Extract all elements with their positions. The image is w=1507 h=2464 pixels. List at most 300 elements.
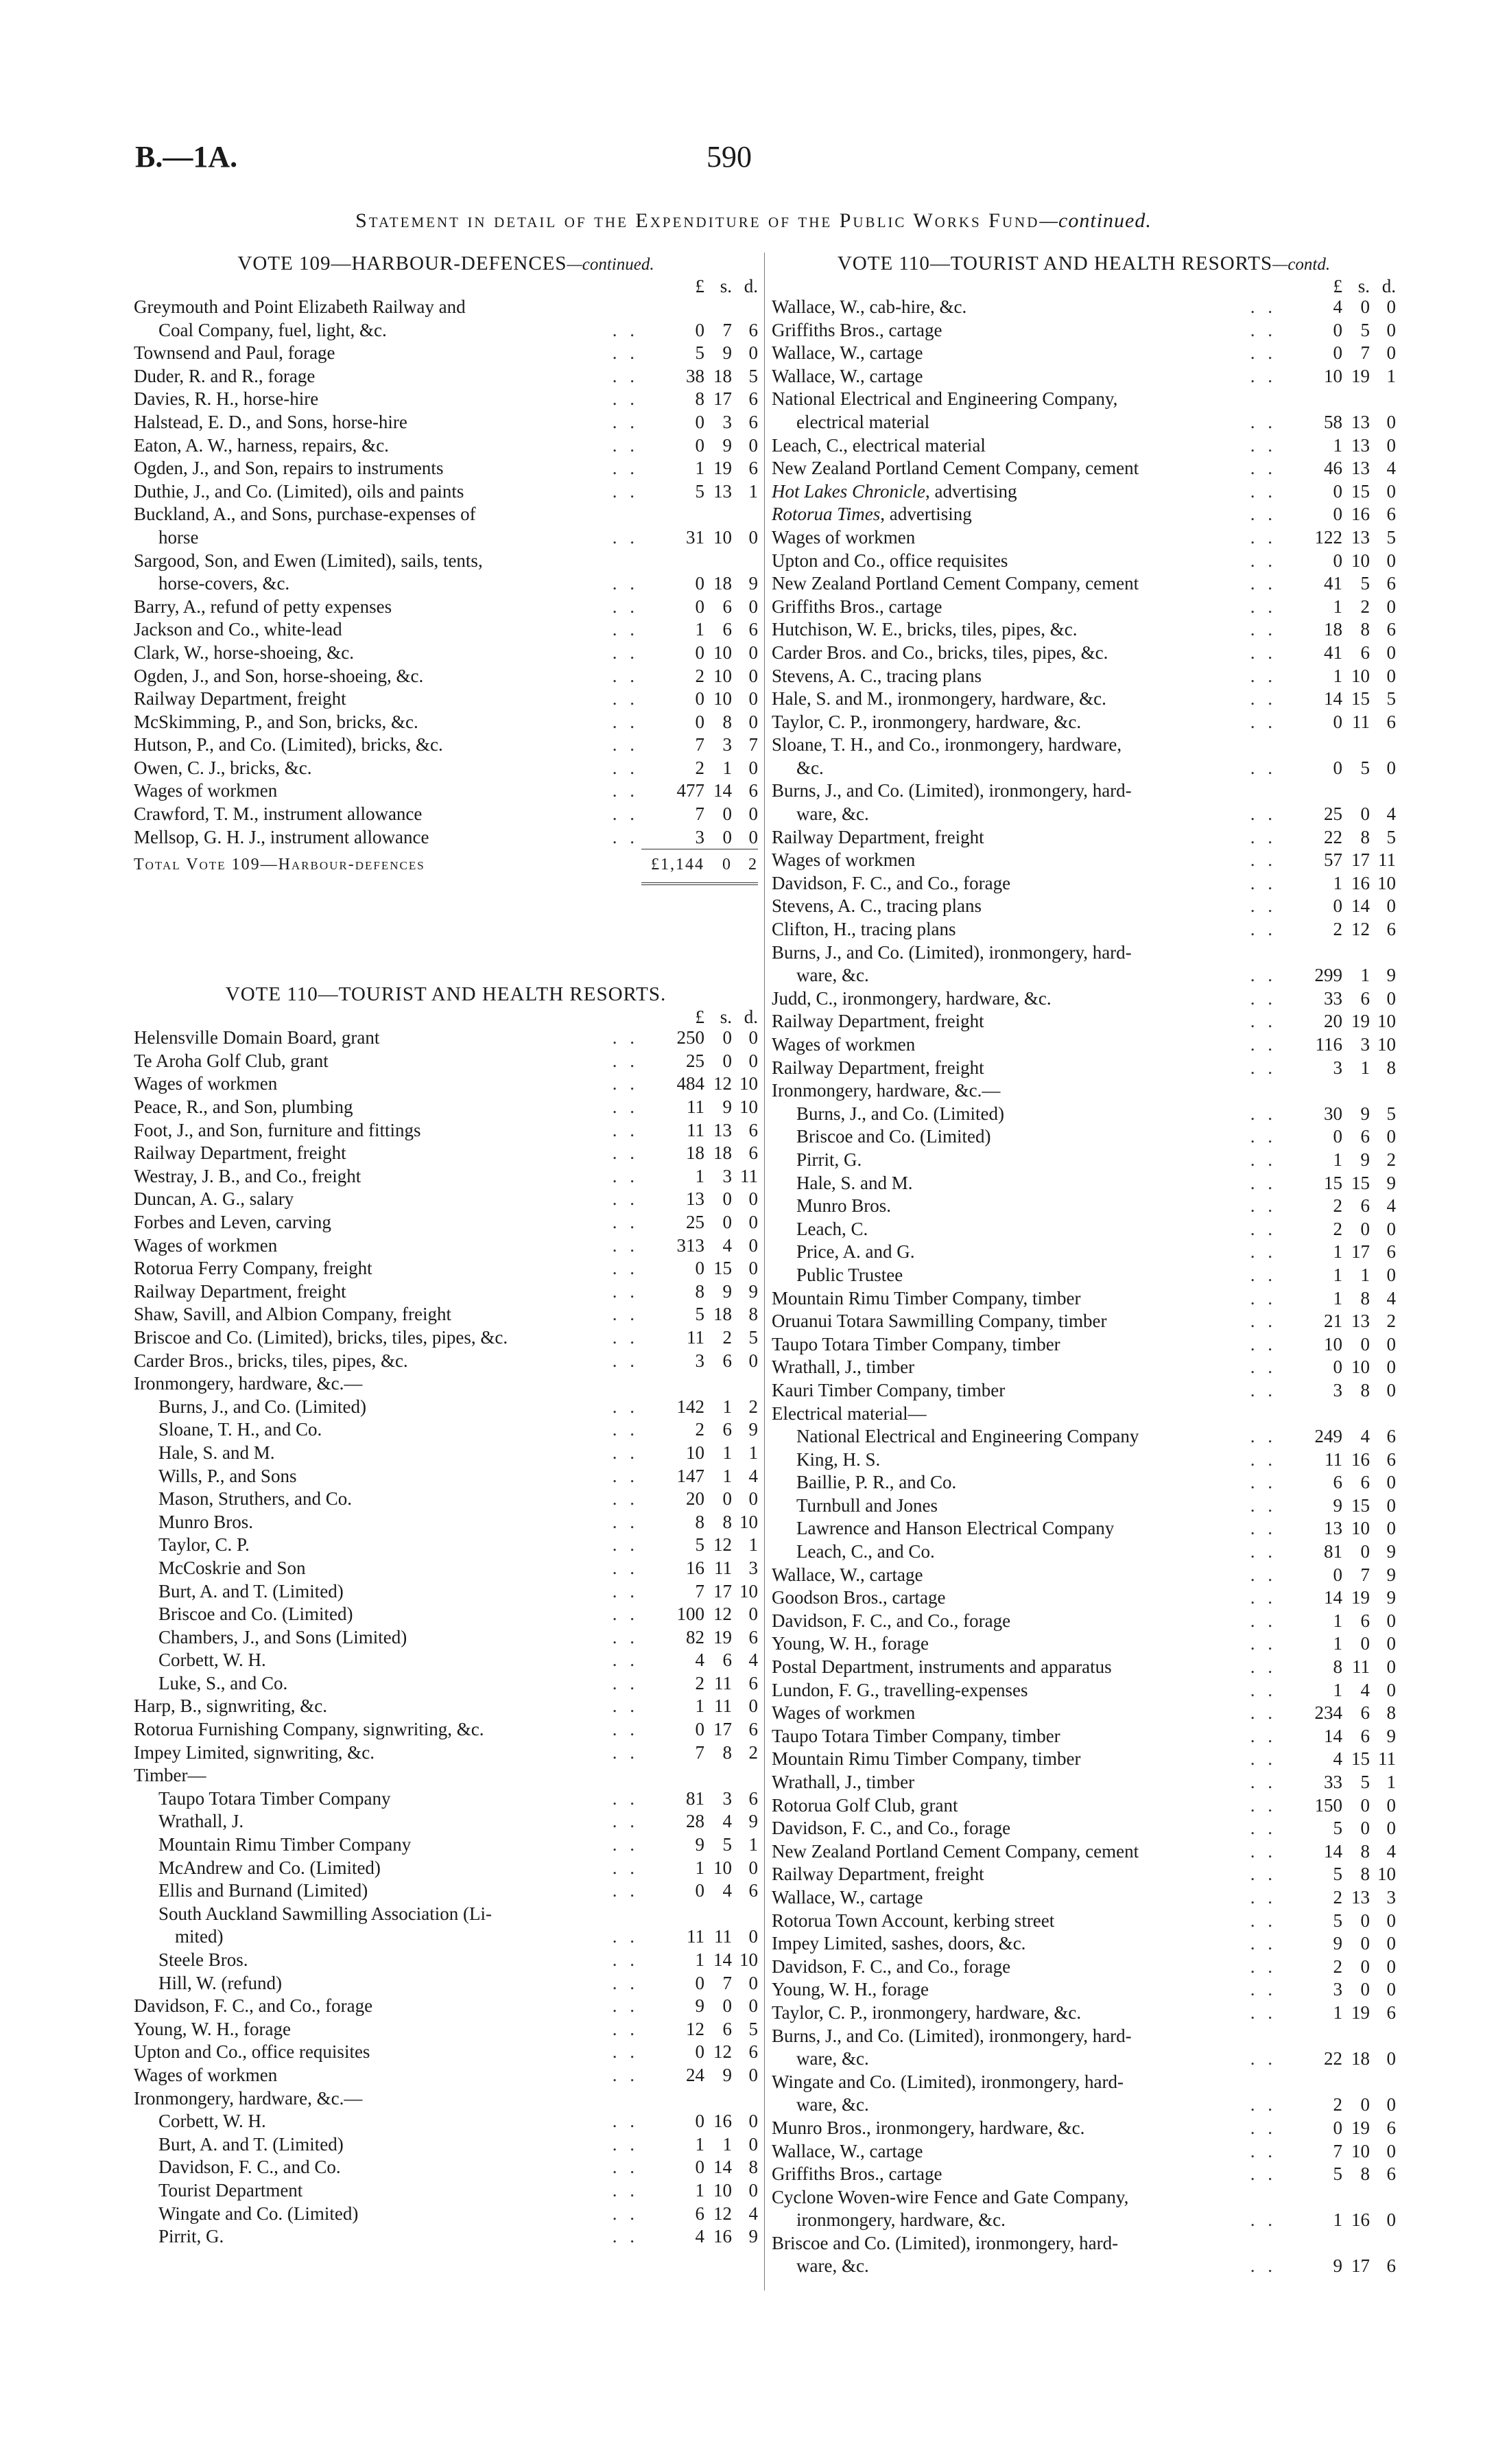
ledger-row [772,1379,1396,1403]
ledger-row [134,2203,758,2226]
leader-dots: . . [610,2041,639,2064]
ledger-description-text: Taupo Totara Timber Company, timber [772,1725,1060,1746]
amount-pounds: 0 [695,411,704,432]
amount-shillings: 8 [1360,1864,1370,1885]
amount-shillings: 13 [713,1119,732,1140]
ledger-description [772,688,1279,711]
leader-dots: . . [1248,803,1277,826]
ledger-row [134,296,758,319]
leader-dots: . . [1248,2048,1277,2071]
ledger-description [772,2163,1279,2186]
amount-shillings: 19 [713,1626,732,1647]
ledger-amount [1279,987,1396,1011]
ledger-description-text: Mountain Rimu Timber Company [158,1834,412,1855]
amount-pence: 6 [1386,919,1396,940]
ledger-row [772,2071,1396,2094]
amount-pounds: 41 [1324,642,1342,663]
ledger-amount [641,779,758,803]
ledger-amount [641,688,758,711]
ledger-description [134,526,641,550]
ledger-amount [1279,1817,1396,1840]
ledger-description [772,2255,1279,2278]
ledger-description [134,1026,641,1050]
ledger-description [772,918,1279,941]
amount-shillings: 19 [713,458,732,479]
amount-pounds: 7 [1333,2140,1342,2161]
leader-dots: . . [1248,1840,1277,1864]
ledger-amount [1279,2048,1396,2071]
ledger-description [772,2117,1279,2140]
ledger-amount [641,1580,758,1604]
ledger-row [772,1586,1396,1610]
ledger-amount [641,1534,758,1557]
ledger-description-text: Railway Department, freight [772,826,984,847]
amount-pence: 0 [1386,1518,1396,1539]
amount-pounds: 477 [676,780,704,801]
total-shillings: 0 [722,856,732,874]
ledger-row [772,2093,1396,2117]
amount-shillings: 5 [1360,573,1370,594]
amount-shillings: 13 [713,480,732,502]
leader-dots: . . [1248,964,1277,987]
amount-pence: 6 [1386,2002,1396,2023]
amount-shillings: 17 [713,388,732,410]
ledger-description-text: Rotorua Town Account, kerbing street [772,1910,1055,1931]
ledger-description-text: Young, W. H., forage [134,2018,292,2039]
ledger-amount [641,1603,758,1626]
ledger-row [134,319,758,342]
amount-shillings: 18 [713,365,732,386]
ledger-description [134,1857,641,1880]
amount-shillings: 6 [1360,987,1370,1009]
amount-pence: 0 [1386,1818,1396,1839]
amount-shillings: 0 [1360,296,1370,317]
leader-dots: . . [610,1326,639,1350]
ledger-row [134,365,758,388]
amount-pence: 6 [748,1626,758,1647]
amount-pence: 0 [748,2111,758,2132]
ledger-amount [641,1741,758,1765]
amount-shillings: 0 [722,1212,732,1232]
ledger-description-text: Stevens, A. C., tracing plans [772,895,982,917]
amount-pence: 0 [748,826,758,847]
amount-shillings: 10 [713,526,732,548]
leader-dots: . . [1248,480,1277,504]
ledger-description [134,1465,641,1488]
leader-dots: . . [610,1787,639,1811]
ledger-amount [641,2064,758,2087]
vote110-contd-list [772,296,1396,2278]
leader-dots: . . [610,1626,639,1650]
ledger-amount [641,1465,758,1488]
ledger-row [134,1580,758,1604]
amount-shillings: 18 [713,1142,732,1164]
ledger-row [134,1741,758,1765]
amount-pence: 4 [748,1650,758,1671]
amount-shillings: 11 [714,1696,732,1717]
amount-shillings: 16 [713,2226,732,2247]
amount-pence: 3 [748,1557,758,1578]
ledger-description-text: Postal Department, instruments and apparatus [772,1656,1112,1678]
ledger-row [772,826,1396,849]
ledger-row [772,2163,1396,2186]
leader-dots: . . [1248,1702,1277,1725]
ledger-amount [1279,342,1396,365]
amount-shillings: 19 [1351,2002,1370,2023]
ledger-description [772,665,1279,688]
ledger-amount [1279,1956,1396,1979]
page-number: 590 [707,140,752,174]
ledger-description [134,1557,641,1580]
amount-pence: 10 [1377,1034,1396,1055]
ledger-amount [1279,2117,1396,2140]
ledger-description-text: Wallace, W., cartage [772,2140,923,2161]
ledger-row [772,1886,1396,1910]
amount-pounds: 4 [695,1650,704,1671]
amount-pence: 0 [1386,2140,1396,2161]
amount-pence: 1 [748,1834,758,1855]
ledger-row [772,757,1396,780]
leader-dots: . . [1248,1287,1277,1311]
amount-pounds: 14 [1324,1587,1342,1608]
ledger-description [772,411,1279,434]
ledger-description-text: Te Aroha Golf Club, grant [134,1050,329,1071]
leader-dots: . . [610,1050,639,1073]
amount-pounds: 9 [1333,2255,1342,2277]
amount-shillings: 8 [1360,2163,1370,2185]
ledger-row [134,1142,758,1165]
leader-dots: . . [1248,1656,1277,1679]
ledger-description [134,1396,641,1419]
amount-pounds: 0 [1333,504,1342,525]
amount-pounds: 0 [1333,342,1342,364]
ledger-row [772,1125,1396,1149]
amount-pounds: 0 [695,596,704,617]
ledger-description-text: Briscoe and Co. (Limited) [796,1126,991,1147]
amount-shillings: 6 [722,1650,732,1671]
ledger-row [772,2117,1396,2140]
amount-shillings: 6 [1360,1610,1370,1631]
leader-dots: . . [1248,1033,1277,1057]
ledger-row [134,1718,758,1741]
leader-dots: . . [1248,1379,1277,1403]
amount-pence: 0 [748,1972,758,1993]
leader-dots: . . [610,642,639,665]
amount-pounds: 1 [1333,1679,1342,1700]
amount-pence: 6 [748,1719,758,1740]
amount-pence: 8 [748,2157,758,2178]
amount-pounds: 1 [695,1696,704,1717]
amount-pence: 6 [748,411,758,432]
amount-shillings: 0 [722,1995,732,2017]
ledger-row [134,734,758,757]
amount-shillings: 3 [722,1787,732,1809]
ledger-amount [641,1396,758,1419]
leader-dots: . . [610,388,639,411]
ledger-description [134,1257,641,1280]
amount-shillings: 6 [1360,1195,1370,1217]
ledger-row [772,1287,1396,1311]
amount-pounds: 0 [695,1972,704,1993]
total-pounds: £1,144 [651,856,704,874]
amount-pence: 10 [739,1073,758,1094]
leader-dots: . . [1248,1956,1277,1979]
amount-pence: 0 [1386,2048,1396,2069]
ledger-description-text: McCoskrie and Son [158,1557,306,1578]
ledger-description-text: Wages of workmen [772,1702,916,1724]
ledger-amount [1279,1195,1396,1218]
ledger-row [134,1165,758,1188]
ledger-row [134,1695,758,1718]
amount-pence: 9 [1386,1725,1396,1746]
amount-shillings: 9 [722,434,732,456]
ledger-description-text: Davies, R. H., horse-hire [134,388,319,410]
ledger-description [772,1471,1279,1494]
ledger-description [772,2071,1279,2094]
ledger-amount [641,319,758,342]
ledger-amount [1279,964,1396,987]
ledger-row [772,1010,1396,1033]
ledger-amount [1279,1517,1396,1540]
ledger-description-text: Cyclone Woven-wire Fence and Gate Company, [772,2186,1129,2207]
ledger-amount [1279,1379,1396,1403]
ledger-description [134,1119,641,1142]
amount-shillings: 10 [713,665,732,686]
amount-pence: 0 [1386,1633,1396,1654]
ledger-description [772,1540,1279,1564]
ledger-description [134,434,641,458]
ledger-description-text: Railway Department, freight [772,1864,984,1885]
leader-dots: . . [1248,1010,1277,1033]
ledger-description-text: Electrical material— [772,1403,927,1424]
amount-shillings: 6 [1360,1472,1370,1493]
ledger-description-text: Burns, J., and Co. (Limited), ironmongery, hard- [772,941,1132,963]
amount-pounds: 2 [1333,1195,1342,1217]
amount-pounds: 0 [695,2111,704,2132]
leader-dots: . . [1248,2209,1277,2232]
leader-dots: . . [1248,1172,1277,1195]
amount-shillings: 8 [1360,1287,1370,1309]
amount-pence: 0 [1386,1333,1396,1354]
ledger-row [134,1488,758,1511]
ledger-description-text: National Electrical and Engineering Company [796,1426,1139,1447]
amount-pounds: 58 [1324,411,1342,432]
amount-pounds: 1 [1333,1287,1342,1309]
amount-pence: 4 [1386,803,1396,825]
ledger-row [134,1925,758,1949]
amount-pence: 0 [748,2133,758,2155]
ledger-description [134,457,641,480]
ledger-amount [641,757,758,780]
amount-pounds: 81 [1324,1541,1342,1562]
amount-pence: 0 [1386,434,1396,456]
ledger-amount [1279,1033,1396,1057]
ledger-description [134,1534,641,1557]
ledger-row [772,1656,1396,1679]
amount-pounds: 150 [1314,1794,1342,1816]
amount-pence: 0 [1386,1933,1396,1954]
ledger-row [772,1748,1396,1771]
ledger-description-text: Turnbull and Jones [796,1494,938,1516]
document-code: B.—1A. [135,140,238,174]
ledger-description [772,1956,1279,1979]
ledger-description [134,503,641,526]
ledger-description-text: Griffiths Bros., cartage [772,319,942,340]
ledger-amount [641,1810,758,1833]
ledger-amount [641,1050,758,1073]
leader-dots: . . [610,1188,639,1211]
leader-dots: . . [610,1234,639,1258]
amount-pence: 9 [1386,965,1396,986]
amount-pounds: 9 [695,1834,704,1855]
ledger-description [772,872,1279,895]
ledger-row [772,987,1396,1011]
amount-shillings: 10 [713,2179,732,2201]
amount-shillings: 10 [1351,2140,1370,2161]
ledger-description [772,1656,1279,1679]
amount-pounds: 0 [695,1719,704,1740]
ledger-row [772,2232,1396,2255]
amount-pounds: 1 [1333,1610,1342,1631]
amount-pounds: 33 [1324,987,1342,1009]
ledger-row [772,319,1396,342]
leader-dots: . . [1248,1794,1277,1818]
leader-dots: . . [1248,757,1277,780]
leader-dots: . . [1248,1978,1277,2002]
ledger-row [134,388,758,411]
ledger-amount [1279,895,1396,918]
leader-dots: . . [610,2064,639,2087]
ledger-amount [1279,826,1396,849]
ledger-description-text: Wages of workmen [772,526,916,548]
ledger-description-text: Upton and Co., office requisites [772,550,1008,571]
amount-shillings: 17 [713,1719,732,1740]
ledger-description-text: Hutchison, W. E., bricks, tiles, pipes, &c. [772,619,1078,640]
vote109-list [134,296,758,849]
ledger-amount [1279,618,1396,642]
statement-title [0,209,1507,233]
ledger-row [134,2041,758,2064]
leader-dots: . . [1248,1679,1277,1702]
ledger-description [772,572,1279,596]
ledger-description-text: Pirrit, G. [796,1149,862,1170]
amount-pounds: 12 [686,2018,704,2039]
amount-shillings: 0 [1360,1910,1370,1931]
ledger-description-text: McAndrew and Co. (Limited) [158,1857,381,1878]
ledger-description [772,1264,1279,1287]
amount-pounds: 0 [1333,319,1342,340]
amount-pence: 0 [748,1926,758,1947]
ledger-amount [1279,642,1396,665]
ledger-amount [1279,757,1396,780]
amount-shillings: 13 [1351,458,1370,479]
amount-pounds: 1 [695,1165,704,1186]
amount-shillings: 6 [1360,1126,1370,1147]
ledger-amount [1279,872,1396,895]
amount-pounds: 3 [1333,1379,1342,1400]
amount-shillings: 14 [713,1949,732,1970]
vote109-title-text: VOTE 109—HARBOUR-DEFENCES [237,253,567,274]
amount-shillings: 0 [722,1050,732,1071]
amount-pounds: 1 [1333,872,1342,893]
ledger-description-text: mited) [175,1926,224,1947]
amount-pence: 6 [748,780,758,801]
ledger-amount [641,2041,758,2064]
ledger-row [772,941,1396,965]
amount-shillings: 10 [1351,1357,1370,1378]
leader-dots: . . [610,1949,639,1972]
ledger-row [134,757,758,780]
amount-pence: 6 [1386,2255,1396,2277]
ledger-description [134,1580,641,1604]
leader-dots: . . [610,1695,639,1718]
amount-pence: 0 [1386,1494,1396,1516]
ledger-description-text: Upton and Co., office requisites [134,2041,370,2063]
amount-pence: 0 [748,434,758,456]
amount-shillings: 8 [722,711,732,732]
amount-pence: 0 [748,1027,758,1048]
ledger-description [134,1879,641,1903]
ledger-amount [641,388,758,411]
ledger-description [772,941,1279,965]
ledger-row [134,1810,758,1833]
leader-dots: . . [610,779,639,803]
ledger-description-text: Harp, B., signwriting, &c. [134,1696,327,1717]
ledger-description-text: Stevens, A. C., tracing plans [772,665,982,686]
leader-dots: . . [1248,918,1277,941]
ledger-description-text: Coal Company, fuel, light, &c. [158,319,387,340]
ledger-description [134,1626,641,1650]
amount-pence: 0 [1386,342,1396,364]
ledger-description-text: Baillie, P. R., and Co. [796,1472,957,1493]
amount-pounds: 4 [1333,1748,1342,1770]
ledger-description-text: Railway Department, freight [772,1057,984,1078]
leader-dots: . . [610,618,639,642]
ledger-description [134,480,641,504]
currency-pounds: £ [695,276,704,296]
leader-dots: . . [610,1072,639,1096]
amount-shillings: 6 [722,1419,732,1440]
leader-dots: . . [610,1165,639,1188]
amount-pence: 0 [748,803,758,825]
amount-pounds: 21 [1324,1311,1342,1332]
ledger-row [772,1725,1396,1748]
ledger-description-text: Sloane, T. H., and Co. [158,1419,322,1440]
ledger-description-text: Wallace, W., cartage [772,342,923,364]
amount-pence: 6 [748,388,758,410]
amount-pence: 6 [1386,504,1396,525]
amount-pounds: 28 [686,1811,704,1832]
ledger-amount [641,2203,758,2226]
leader-dots: . . [1248,1195,1277,1218]
leader-dots: . . [610,596,639,619]
amount-pence: 6 [748,619,758,640]
ledger-row [134,1972,758,1995]
ledger-row [134,1372,758,1396]
ledger-row [772,1333,1396,1357]
ledger-amount [641,572,758,596]
ledger-description [134,1718,641,1741]
ledger-amount [1279,1725,1396,1748]
ledger-amount [641,1488,758,1511]
ledger-description-text: Rotorua Golf Club, grant [772,1794,958,1816]
ledger-row [134,1557,758,1580]
ledger-amount [641,1165,758,1188]
amount-shillings: 0 [1360,1818,1370,1839]
amount-pence: 0 [1386,665,1396,686]
ledger-amount [1279,411,1396,434]
ledger-description-text: Ellis and Burnand (Limited) [158,1880,368,1901]
